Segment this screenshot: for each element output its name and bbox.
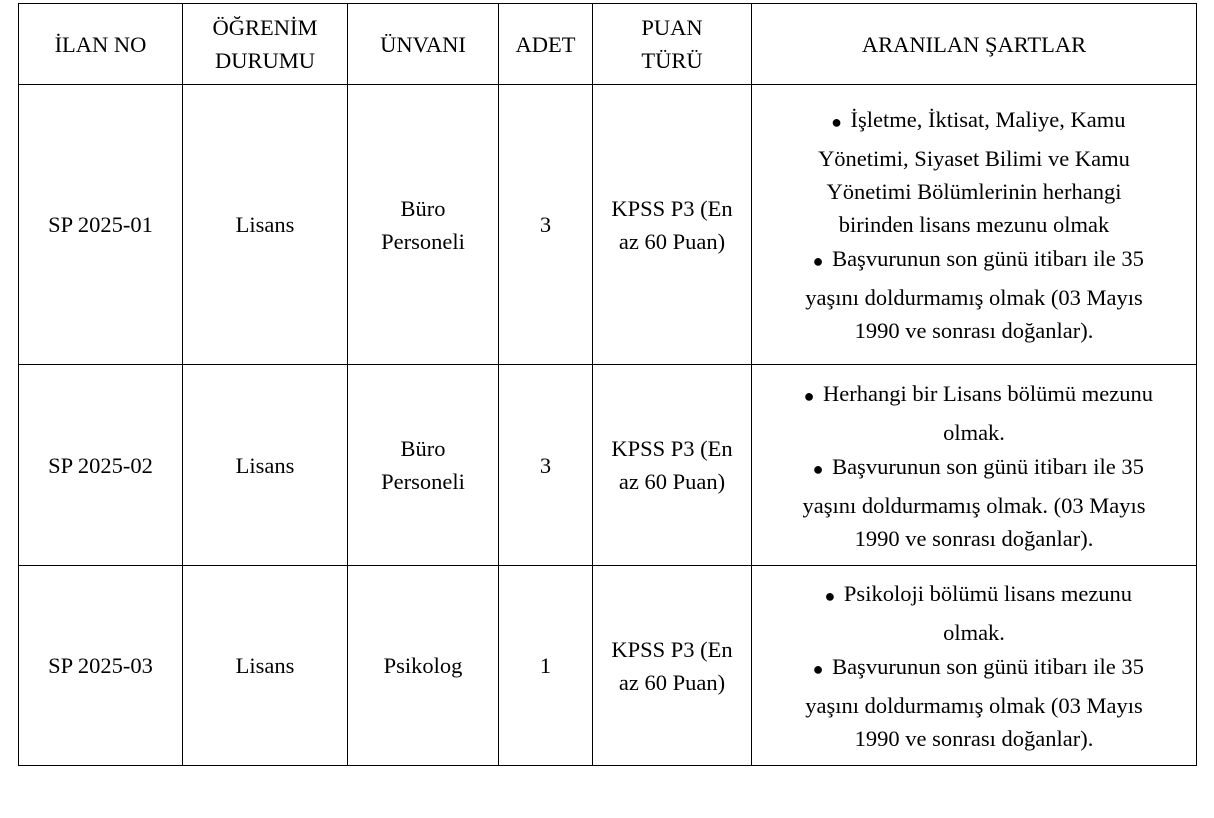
bullet-icon: ● (812, 458, 824, 479)
cell-unvan-line2: Personeli (381, 469, 465, 494)
table-header-row (19, 4, 1197, 85)
requirement-line: birinden lisans mezunu olmak (838, 212, 1110, 237)
requirement-line (752, 649, 1196, 689)
cell-requirements (752, 566, 1197, 766)
table-row (19, 85, 1197, 365)
job-postings-table (18, 3, 1197, 766)
bullet-icon: ● (831, 112, 842, 132)
header-ilan-no: İLAN NO (19, 4, 183, 85)
header-unvani: ÜNVANI (348, 4, 499, 85)
requirement-line (752, 576, 1196, 616)
header-ogrenim-line2: DURUMU (214, 48, 315, 73)
cell-adet: 1 (499, 566, 593, 766)
requirement-line: 1990 ve sonrası doğanlar). (854, 525, 1094, 551)
requirement-line: olmak. (943, 620, 1005, 645)
cell-puan-line1: KPSS P3 (En (611, 195, 733, 221)
header-adet: ADET (499, 4, 593, 85)
cell-adet: 3 (499, 365, 593, 566)
bullet-icon: ● (812, 659, 824, 679)
cell-ogrenim: Lisans (183, 85, 348, 365)
cell-unvan-line1: Büro (400, 436, 446, 461)
cell-unvan (348, 365, 499, 566)
requirement-text: İşletme, İktisat, Maliye, Kamu (850, 107, 1126, 133)
requirement-line: yaşını doldurmamış olmak. (03 Mayıs (802, 492, 1146, 518)
cell-puan-line2: az 60 Puan) (618, 669, 726, 695)
cell-puan-line2: az 60 Puan) (618, 228, 726, 254)
cell-puan-turu (593, 85, 752, 365)
cell-ogrenim: Lisans (183, 365, 348, 566)
requirement-text: Başvurunun son günü itibarı ile 35 (832, 246, 1144, 272)
requirement-line: Yönetimi, Siyaset Bilimi ve Kamu (818, 146, 1130, 171)
cell-ilan-no: SP 2025-01 (19, 85, 183, 365)
requirement-line (752, 102, 1196, 142)
requirement-text: Başvurunun son günü itibarı ile 35 (832, 654, 1144, 680)
cell-ogrenim: Lisans (183, 566, 348, 766)
bullet-icon: ● (812, 251, 824, 271)
header-puan-line2: TÜRÜ (641, 48, 703, 73)
requirement-text: Herhangi bir Lisans bölümü mezunu (823, 380, 1153, 406)
cell-requirements (752, 365, 1197, 566)
cell-ilan-no: SP 2025-03 (19, 566, 183, 766)
requirement-line (752, 376, 1196, 416)
cell-adet: 3 (499, 85, 593, 365)
requirement-line: olmak. (943, 419, 1005, 445)
requirement-line: yaşını doldurmamış olmak (03 Mayıs (805, 285, 1143, 310)
cell-ilan-no: SP 2025-02 (19, 365, 183, 566)
requirement-line: 1990 ve sonrası doğanlar). (854, 726, 1094, 751)
bullet-icon: ● (824, 586, 836, 606)
header-ogrenim-durumu (183, 4, 348, 85)
header-ogrenim-line1: ÖĞRENİM (212, 15, 318, 40)
cell-puan-turu (593, 566, 752, 766)
requirement-line: 1990 ve sonrası doğanlar). (854, 318, 1094, 343)
requirement-line (752, 241, 1196, 281)
header-puan-turu (593, 4, 752, 85)
cell-puan-line2: az 60 Puan) (618, 469, 726, 494)
cell-unvan-line2: Personeli (381, 228, 465, 254)
requirement-text: Psikoloji bölümü lisans mezunu (843, 581, 1133, 607)
header-aranilan-sartlar: ARANILAN ŞARTLAR (752, 4, 1197, 85)
table-row (19, 365, 1197, 566)
cell-unvan: Psikolog (348, 566, 499, 766)
requirement-text: Başvurunun son günü itibarı ile 35 (832, 453, 1144, 479)
header-puan-line1: PUAN (641, 15, 703, 40)
cell-unvan (348, 85, 499, 365)
requirement-line (752, 449, 1196, 489)
requirement-line: yaşını doldurmamış olmak (03 Mayıs (805, 693, 1143, 718)
bullet-icon: ● (803, 385, 815, 406)
cell-puan-line1: KPSS P3 (En (611, 636, 733, 662)
cell-requirements (752, 85, 1197, 365)
cell-puan-turu (593, 365, 752, 566)
cell-puan-line1: KPSS P3 (En (611, 436, 733, 461)
cell-unvan-line1: Büro (400, 195, 446, 221)
table-row (19, 566, 1197, 766)
requirement-line: Yönetimi Bölümlerinin herhangi (826, 179, 1122, 204)
